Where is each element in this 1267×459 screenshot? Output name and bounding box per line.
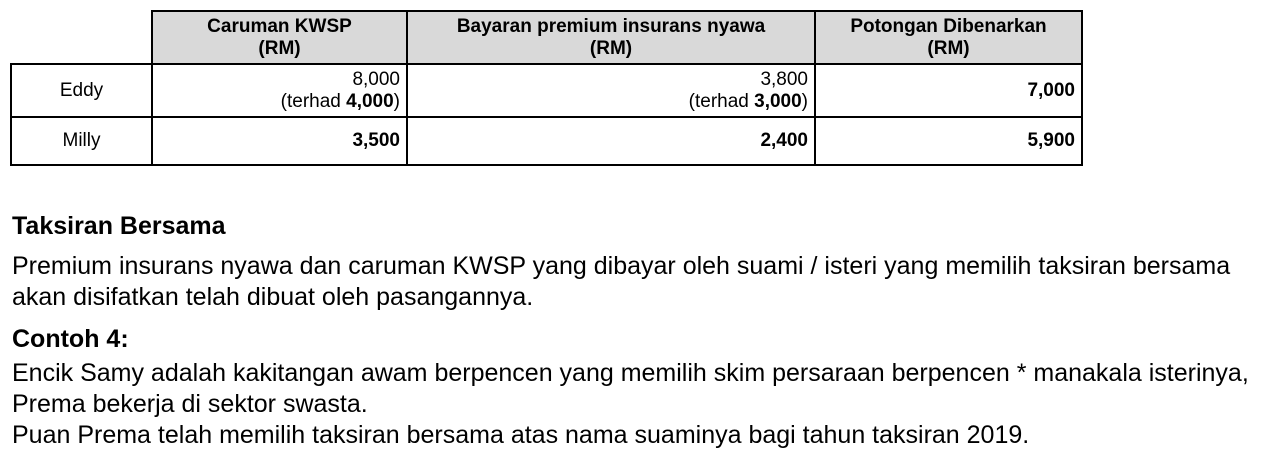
insurance-limit-prefix: (terhad [688,90,755,112]
header-kwsp-title: Caruman KWSP [207,15,352,37]
deduction-cell: 7,000 [815,64,1082,117]
table-row [11,64,1082,117]
kwsp-cell [152,64,407,117]
header-deduction [815,11,1082,64]
header-empty-cell [11,11,152,64]
kwsp-limit-prefix: (terhad [280,90,347,112]
insurance-cell [407,64,815,117]
row-name-cell: Milly [11,117,152,165]
section-paragraph: Premium insurans nyawa dan caruman KWSP yang dibayar oleh suami / isteri yang memilih taksiran bersama akan disifatkan telah dibuat oleh pasangannya. [12,252,1231,311]
insurance-limit [414,91,808,113]
example-paragraph: Encik Samy adalah kakitangan awam berpencen yang memilih skim persaraan berpencen * manakala isterinya, Prema bekerja di sektor swasta. [12,359,1249,418]
kwsp-limit-suffix: ) [393,90,400,112]
kwsp-cell: 3,500 [152,117,407,165]
header-kwsp [152,11,407,64]
table-header-row [11,11,1082,64]
example-paragraph-2: Puan Prema telah memilih taksiran bersama atas nama suaminya bagi tahun taksiran 2019. [12,421,1030,449]
header-insurance [407,11,815,64]
kwsp-limit-value: 4,000 [346,90,394,112]
kwsp-amount: 8,000 [352,68,400,90]
deduction-cell: 5,900 [815,117,1082,165]
header-deduction-unit: (RM) [927,37,970,59]
insurance-limit-value: 3,000 [754,90,802,112]
header-kwsp-unit: (RM) [258,37,301,59]
header-deduction-title: Potongan Dibenarkan [850,15,1047,37]
insurance-cell: 2,400 [407,117,815,165]
header-insurance-title: Bayaran premium insurans nyawa [456,15,766,37]
kwsp-limit [159,91,400,113]
table-row [11,117,1082,165]
row-name-cell: Eddy [11,64,152,117]
example-heading: Contoh 4: [12,325,129,353]
section-heading: Taksiran Bersama [12,212,226,240]
insurance-amount: 3,800 [760,68,808,90]
relief-table [10,10,1083,166]
header-insurance-unit: (RM) [589,37,633,59]
insurance-limit-suffix: ) [801,90,808,112]
